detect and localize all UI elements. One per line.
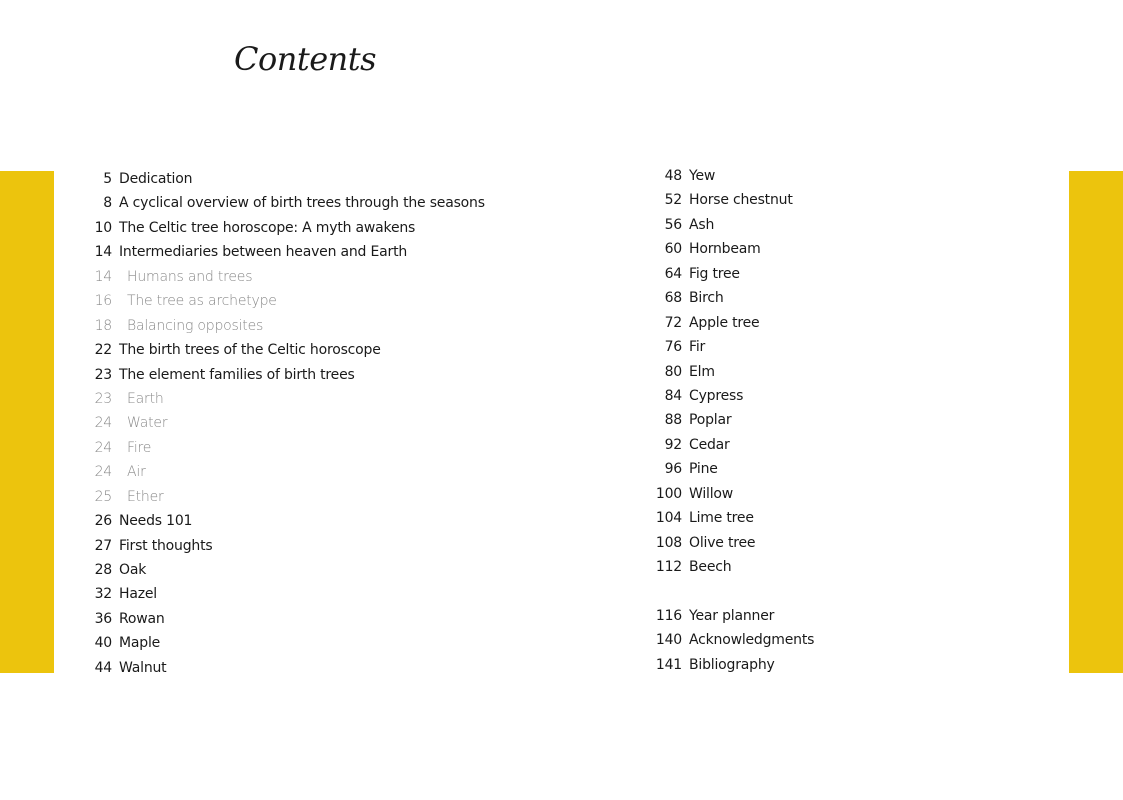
toc-page-number: 5 <box>103 171 112 187</box>
toc-entry[interactable] <box>630 262 814 286</box>
toc-entry-title: Humans and trees <box>127 268 253 285</box>
toc-spacer <box>630 579 814 603</box>
toc-subentry[interactable] <box>60 314 485 338</box>
toc-entry-title: Ether <box>127 488 164 505</box>
toc-page-number: 80 <box>664 363 682 380</box>
toc-entry[interactable] <box>60 509 485 533</box>
toc-page-number: 88 <box>664 412 682 429</box>
toc-subentry[interactable] <box>60 289 485 313</box>
toc-page-number: 23 <box>94 390 112 407</box>
toc-entry[interactable] <box>630 433 814 457</box>
toc-entry[interactable] <box>630 653 814 677</box>
toc-entry[interactable] <box>630 335 814 359</box>
toc-entry-title: Cedar <box>689 436 730 453</box>
toc-entry-title: First thoughts <box>119 537 213 554</box>
toc-entry-title: Pine <box>689 461 718 478</box>
toc-page-number: 104 <box>655 510 682 527</box>
toc-entry[interactable] <box>60 363 485 387</box>
toc-entry[interactable] <box>630 188 814 212</box>
toc-page-number: 96 <box>664 461 682 478</box>
toc-page-number: 10 <box>94 219 112 236</box>
toc-entry[interactable] <box>60 607 485 631</box>
toc-entry[interactable] <box>60 582 485 606</box>
toc-page-number: 23 <box>94 366 112 383</box>
toc-entry-title: Oak <box>119 562 147 578</box>
toc-entry-title: Olive tree <box>689 534 756 551</box>
toc-page-number: 116 <box>655 607 682 624</box>
toc-entry-title: Poplar <box>689 412 732 429</box>
page-title: Contents <box>234 40 377 78</box>
toc-page-number: 26 <box>94 513 112 530</box>
toc-page-number: 76 <box>664 339 682 356</box>
toc-entry[interactable] <box>630 237 814 261</box>
toc-entry[interactable] <box>630 311 814 335</box>
toc-subentry[interactable] <box>60 460 485 484</box>
toc-entry[interactable] <box>60 216 485 240</box>
toc-subentry[interactable] <box>60 411 485 435</box>
toc-entry[interactable] <box>630 408 814 432</box>
toc-entry-title: Cypress <box>689 387 744 404</box>
toc-entry-title: Rowan <box>119 610 165 627</box>
toc-page-number: 48 <box>664 168 682 184</box>
toc-entry[interactable] <box>630 506 814 530</box>
toc-entry-title: Elm <box>689 363 715 380</box>
toc-entry-title: Apple tree <box>689 314 760 331</box>
toc-entry-title: Horse chestnut <box>689 192 793 209</box>
toc-entry-title: Bibliography <box>689 656 775 673</box>
toc-page-number: 24 <box>94 415 112 432</box>
toc-entry-title: Ash <box>689 216 715 233</box>
toc-entry[interactable] <box>630 555 814 579</box>
toc-entry-title: Lime tree <box>689 510 754 527</box>
toc-page-number: 40 <box>94 635 112 652</box>
toc-entry-title: Balancing opposites <box>127 317 264 334</box>
toc-page-number: 14 <box>94 244 112 261</box>
toc-entry[interactable] <box>630 164 814 188</box>
toc-subentry[interactable] <box>60 387 485 411</box>
toc-page-number: 112 <box>655 559 682 575</box>
toc-left-column <box>60 167 485 680</box>
toc-entry[interactable] <box>60 656 485 680</box>
toc-page-number: 24 <box>94 464 112 481</box>
toc-entry-title: Air <box>127 464 146 481</box>
toc-entry-title: The element families of birth trees <box>119 366 355 383</box>
toc-entry-title: Willow <box>689 485 734 502</box>
toc-entry-title: The tree as archetype <box>127 293 277 310</box>
toc-entry-title: The Celtic tree horoscope: A myth awakens <box>119 219 416 236</box>
toc-entry[interactable] <box>60 191 485 215</box>
toc-right-column <box>630 164 814 677</box>
toc-entry-title: Maple <box>119 635 161 652</box>
accent-band-left <box>0 171 54 673</box>
toc-page-number: 141 <box>655 656 682 673</box>
toc-entry[interactable] <box>630 286 814 310</box>
toc-page-number: 52 <box>664 192 682 209</box>
toc-entry[interactable] <box>630 482 814 506</box>
toc-subentry[interactable] <box>60 265 485 289</box>
toc-page-number: 64 <box>664 265 682 282</box>
toc-entry-title: Fire <box>127 439 152 456</box>
toc-page-number: 32 <box>94 586 112 603</box>
accent-band-right <box>1069 171 1123 673</box>
toc-entry-title: Needs 101 <box>119 513 193 530</box>
toc-entry-title: Walnut <box>119 659 167 676</box>
toc-entry-title: Water <box>127 415 168 432</box>
toc-entry[interactable] <box>60 534 485 558</box>
toc-entry-title: A cyclical overview of birth trees through the seasons <box>119 195 485 212</box>
toc-entry[interactable] <box>630 604 814 628</box>
toc-page-number: 25 <box>94 488 112 505</box>
toc-page-number: 28 <box>94 562 112 578</box>
toc-entry[interactable] <box>630 384 814 408</box>
toc-entry-title: Dedication <box>119 171 193 187</box>
toc-page-number: 18 <box>94 317 112 334</box>
toc-entry[interactable] <box>60 338 485 362</box>
toc-entry-title: Fig tree <box>689 265 740 282</box>
toc-page-number: 140 <box>655 632 682 649</box>
toc-entry-title: Yew <box>689 168 716 184</box>
toc-subentry[interactable] <box>60 436 485 460</box>
toc-entry[interactable] <box>60 631 485 655</box>
toc-page-number: 60 <box>664 241 682 258</box>
toc-page-number: 68 <box>664 290 682 307</box>
toc-page-number: 14 <box>94 268 112 285</box>
toc-entry-title: Intermediaries between heaven and Earth <box>119 244 408 261</box>
toc-page-number: 16 <box>94 293 112 310</box>
toc-page-number: 27 <box>94 537 112 554</box>
toc-page-number: 36 <box>94 610 112 627</box>
toc-entry[interactable] <box>60 167 485 191</box>
toc-entry-title: Earth <box>127 390 164 407</box>
toc-page-number: 92 <box>664 436 682 453</box>
toc-entry[interactable] <box>630 213 814 237</box>
toc-page-number: 108 <box>655 534 682 551</box>
toc-page-number: 22 <box>94 342 112 359</box>
toc-entry[interactable] <box>60 558 485 582</box>
toc-entry-title: Hazel <box>119 586 157 603</box>
toc-entry-title: Beech <box>689 559 732 575</box>
toc-page-number: 100 <box>655 485 682 502</box>
toc-entry-title: Year planner <box>689 607 775 624</box>
toc-entry[interactable] <box>630 531 814 555</box>
toc-page-number: 24 <box>94 439 112 456</box>
toc-entry-title: Fir <box>689 339 706 356</box>
toc-entry-title: The birth trees of the Celtic horoscope <box>119 342 381 359</box>
toc-subentry[interactable] <box>60 485 485 509</box>
toc-page-number: 44 <box>94 659 112 676</box>
toc-entry[interactable] <box>630 628 814 652</box>
toc-entry-title: Birch <box>689 290 724 307</box>
toc-entry-title: Acknowledgments <box>689 632 815 649</box>
toc-entry[interactable] <box>630 360 814 384</box>
toc-entry-title: Hornbeam <box>689 241 761 258</box>
toc-entry[interactable] <box>630 457 814 481</box>
toc-page-number: 8 <box>103 195 112 212</box>
toc-page-number: 72 <box>664 314 682 331</box>
toc-page-number: 56 <box>664 216 682 233</box>
toc-page-number: 84 <box>664 387 682 404</box>
toc-entry[interactable] <box>60 240 485 264</box>
